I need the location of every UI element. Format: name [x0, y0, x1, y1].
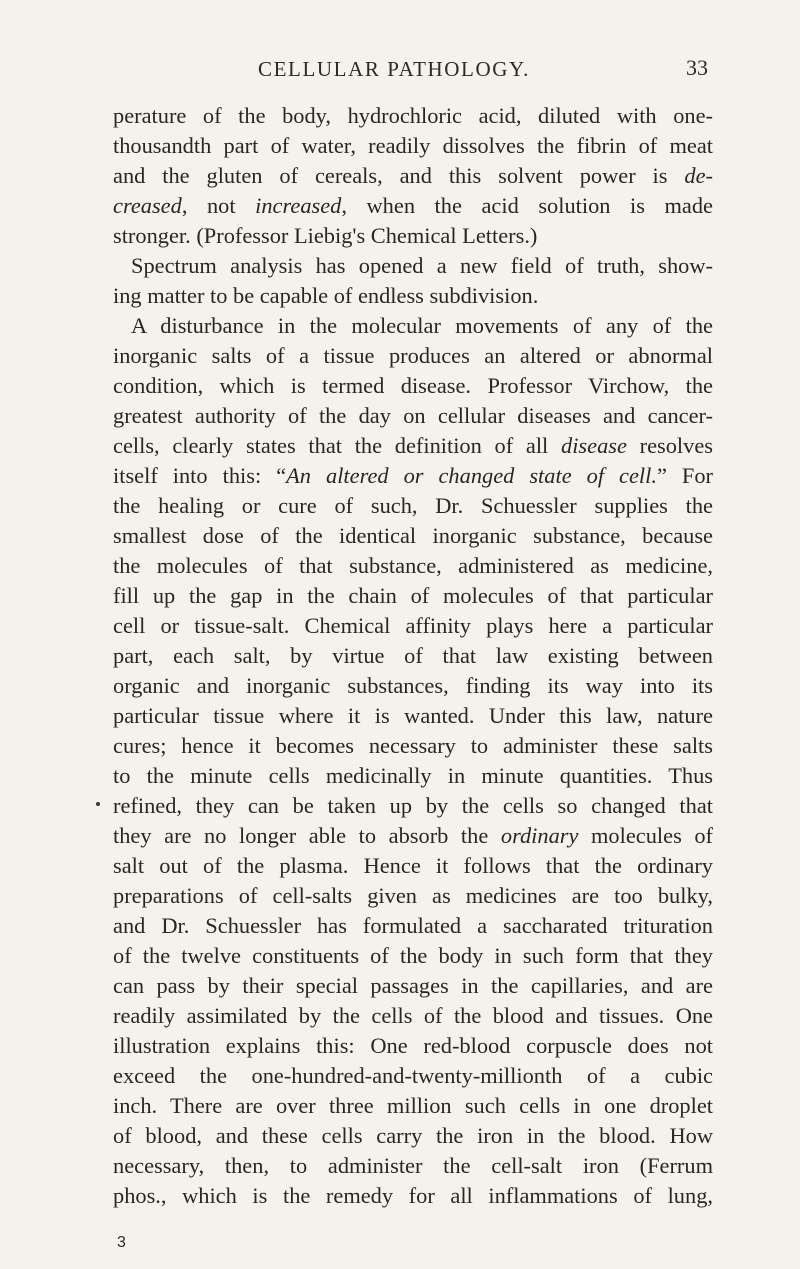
text-line [113, 1031, 713, 1061]
text-line [113, 161, 713, 191]
text-line [113, 671, 713, 701]
text-run: they are no longer able to absorb the [113, 823, 501, 848]
text-run: cell or tissue-salt. Chemical affinity plays here a particular [113, 613, 713, 638]
text-run: ” For [656, 463, 714, 488]
text-run: of blood, and these cells carry the iron in the blood. How [113, 1123, 713, 1148]
italic-text: creased [113, 193, 182, 218]
text-line [113, 911, 713, 941]
text-run: preparations of cell-salts given as medicines are too bulky, [113, 883, 713, 908]
text-line [113, 701, 713, 731]
text-run: perature of the body, hydrochloric acid, diluted with one- [113, 103, 713, 128]
signature-mark: 3 [117, 1234, 126, 1251]
text-run: cells, clearly states that the definition of all [113, 433, 561, 458]
text-run: exceed the one-hundred-and-twenty-millionth of a cubic [113, 1063, 713, 1088]
italic-text: ordinary [500, 823, 579, 848]
text-run: refined, they can be taken up by the cells so changed that [113, 793, 713, 818]
text-line [113, 221, 713, 251]
text-run: resolves [626, 433, 714, 458]
text-run: smallest dose of the identical inorganic substance, because [113, 523, 713, 548]
text-run: , when the acid solution is made [341, 193, 713, 218]
text-line [113, 581, 713, 611]
text-line [113, 1001, 713, 1031]
text-line [113, 821, 713, 851]
text-line [113, 1091, 713, 1121]
text-line [113, 1151, 713, 1181]
text-line [113, 971, 713, 1001]
italic-text: increased [255, 193, 342, 218]
text-line [113, 341, 713, 371]
text-line [113, 131, 713, 161]
text-line [113, 641, 713, 671]
text-line [113, 761, 713, 791]
text-line [113, 1121, 713, 1151]
text-run: thousandth part of water, readily dissolves the fibrin of meat [113, 133, 713, 158]
italic-text: An altered or changed state of cell. [286, 463, 657, 488]
text-run: and Dr. Schuessler has formulated a saccharated trituration [113, 913, 713, 938]
text-line [113, 311, 713, 341]
italic-text: de- [684, 163, 713, 188]
text-run: the healing or cure of such, Dr. Schuessler supplies the [113, 493, 713, 518]
text-line [113, 731, 713, 761]
text-run: ing matter to be capable of endless subdivision. [113, 283, 539, 308]
text-line [113, 491, 713, 521]
text-run: molecules of [578, 823, 714, 848]
text-line [113, 1061, 713, 1091]
ink-speck [96, 802, 100, 806]
text-line [113, 851, 713, 881]
page-number: 33 [686, 55, 708, 80]
text-run: salt out of the plasma. Hence it follows that the ordinary [113, 853, 713, 878]
text-run: illustration explains this: One red-blood corpuscle does not [113, 1033, 713, 1058]
text-run: and the gluten of cereals, and this solvent power is [113, 163, 685, 188]
text-line [113, 461, 713, 491]
text-run: the molecules of that substance, administered as medicine, [113, 553, 713, 578]
text-run: inorganic salts of a tissue produces an altered or abnormal [113, 343, 713, 368]
text-line [113, 251, 713, 281]
text-line [113, 941, 713, 971]
text-line [113, 371, 713, 401]
text-run: can pass by their special passages in the capillaries, and are [113, 973, 713, 998]
text-line [113, 551, 713, 581]
text-run: organic and inorganic substances, finding its way into its [113, 673, 713, 698]
text-run: greatest authority of the day on cellular diseases and cancer- [113, 403, 713, 428]
text-run: part, each salt, by virtue of that law existing between [113, 643, 713, 668]
text-run: of the twelve constituents of the body in such form that they [113, 943, 713, 968]
text-line [113, 101, 713, 131]
text-run: , not [181, 193, 256, 218]
text-run: fill up the gap in the chain of molecules of that particular [113, 583, 713, 608]
running-title: CELLULAR PATHOLOGY. [258, 57, 530, 81]
text-line [113, 791, 713, 821]
text-line [113, 401, 713, 431]
text-run: itself into this: “ [113, 463, 287, 488]
text-run: Spectrum analysis has opened a new field of truth, show- [131, 253, 713, 278]
text-run: inch. There are over three million such cells in one droplet [113, 1093, 713, 1118]
text-run: readily assimilated by the cells of the blood and tissues. One [113, 1003, 713, 1028]
text-line [113, 281, 713, 311]
body-text [113, 101, 713, 1211]
text-run: necessary, then, to administer the cell-salt iron (Ferrum [113, 1153, 713, 1178]
text-line [113, 611, 713, 641]
text-line [113, 1181, 713, 1211]
text-run: particular tissue where it is wanted. Under this law, nature [113, 703, 713, 728]
text-run: phos., which is the remedy for all inflammations of lung, [113, 1183, 713, 1208]
italic-text: disease [561, 433, 627, 458]
text-line [113, 191, 713, 221]
text-run: A disturbance in the molecular movements of any of the [131, 313, 713, 338]
text-line [113, 881, 713, 911]
text-run: stronger. (Professor Liebig's Chemical Letters.) [113, 223, 538, 248]
text-line [113, 521, 713, 551]
text-run: condition, which is termed disease. Professor Virchow, the [113, 373, 713, 398]
text-run: to the minute cells medicinally in minute quantities. Thus [113, 763, 713, 788]
text-line [113, 431, 713, 461]
text-run: cures; hence it becomes necessary to administer these salts [113, 733, 713, 758]
